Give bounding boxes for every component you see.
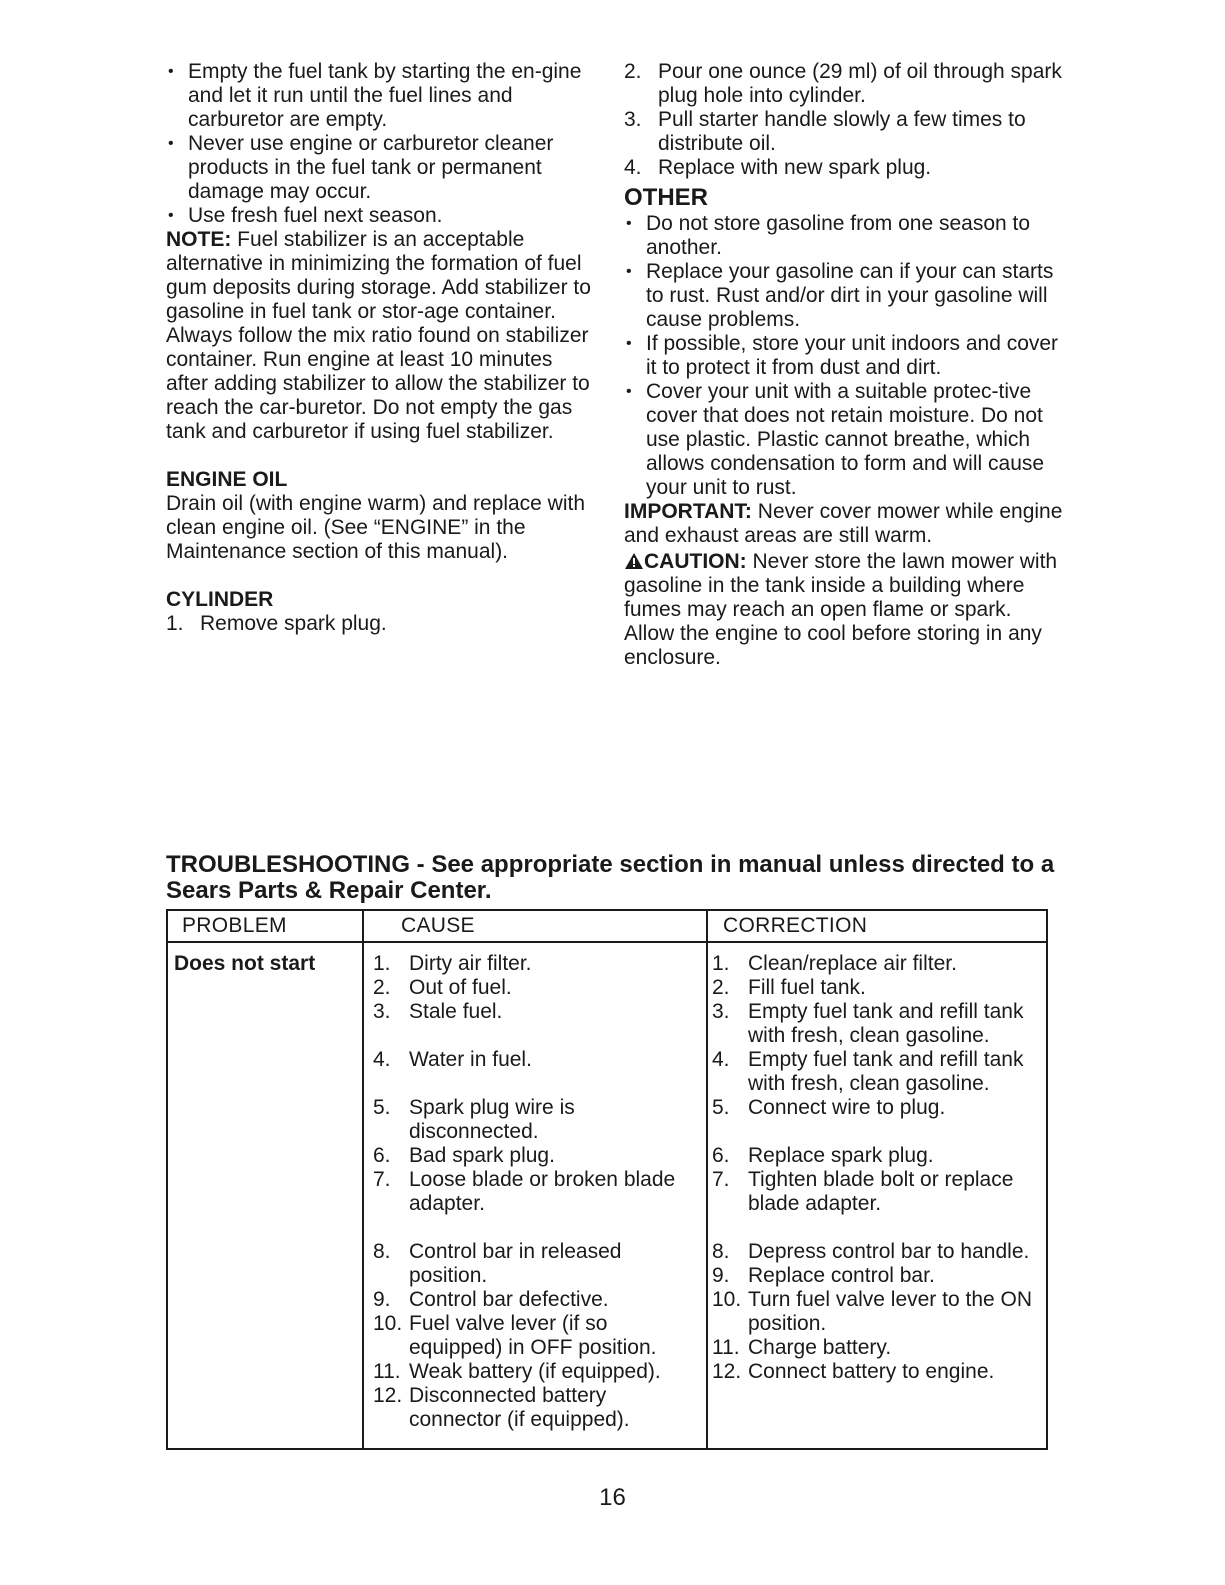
warning-triangle-icon: [624, 552, 644, 570]
step-number: 3.: [624, 108, 642, 131]
right-column: [624, 60, 1064, 670]
header-divider: [168, 941, 1046, 943]
correction-number: 9.: [712, 1264, 730, 1287]
cause-text: Water in fuel.: [409, 1048, 532, 1071]
header-problem: PROBLEM: [182, 914, 287, 937]
table-row: [712, 1336, 1052, 1360]
correction-text: Empty fuel tank and refill tank with fresh, clean gasoline.: [748, 1048, 1024, 1095]
table-row: [712, 1264, 1052, 1288]
correction-text: Charge battery.: [748, 1336, 892, 1359]
table-row: [373, 1360, 703, 1384]
cause-text: Control bar in released position.: [409, 1240, 622, 1287]
cause-text: Weak battery (if equipped).: [409, 1360, 661, 1383]
cause-text: Control bar defective.: [409, 1288, 609, 1311]
table-row: [712, 1000, 1052, 1048]
cylinder-steps-left: [166, 612, 596, 636]
correction-text: Connect wire to plug.: [748, 1096, 946, 1119]
cause-list: [373, 952, 703, 1432]
correction-text: Clean/replace air filter.: [748, 952, 957, 975]
note-text: Fuel stabilizer is an acceptable alternative in minimizing the formation of fuel gum deposits during storage. Add stabilizer to gasoline in fuel tank or stor-age container. Always follow the mix ratio found on stabilizer container. Run engine at least 10 minutes after adding stabilizer to allow the stabilizer to reach the car-buretor. Do not empty the gas tank and carburetor if using fuel stabilizer.: [166, 228, 591, 443]
correction-number: 4.: [712, 1048, 730, 1071]
troubleshooting-table: [166, 909, 1048, 1450]
cause-number: 6.: [373, 1144, 391, 1167]
cause-text: Dirty air filter.: [409, 952, 532, 975]
correction-number: 12.: [712, 1360, 742, 1383]
important-text: Never cover mower while engine and exhaust areas are still warm.: [624, 500, 1063, 547]
cause-text: Spark plug wire is disconnected.: [409, 1096, 575, 1143]
caution-paragraph: [624, 550, 1064, 670]
correction-list: [712, 952, 1052, 1384]
problem-cell: Does not start: [174, 952, 316, 975]
engine-oil-heading: ENGINE OIL: [166, 468, 288, 491]
left-column: [166, 60, 596, 636]
table-row: [712, 1288, 1052, 1336]
other-bullet-list: [624, 212, 1064, 500]
cause-number: 4.: [373, 1048, 391, 1071]
cause-number: 11.: [373, 1360, 401, 1383]
correction-number: 11.: [712, 1336, 740, 1359]
table-row: [712, 976, 1052, 1000]
table-row: [373, 1168, 703, 1216]
list-item: • Replace your gasoline can if your can starts to rust. Rust and/or dirt in your gasoline will cause problems.: [624, 260, 1064, 332]
cause-number: 2.: [373, 976, 391, 999]
table-row: [373, 1144, 703, 1168]
correction-number: 5.: [712, 1096, 730, 1119]
engine-oil-text: Drain oil (with engine warm) and replace with clean engine oil. (See “ENGINE” in the Maintenance section of this manual).: [166, 492, 586, 563]
cause-number: 3.: [373, 1000, 391, 1023]
table-row: [373, 1288, 703, 1312]
table-row: [373, 952, 703, 976]
table-row: [712, 1240, 1052, 1264]
page-number: 16: [599, 1484, 626, 1511]
cause-text: Loose blade or broken blade adapter.: [409, 1168, 676, 1215]
table-row: [373, 1096, 703, 1144]
step-number: 4.: [624, 156, 642, 179]
correction-text: Turn fuel valve lever to the ON position.: [748, 1288, 1033, 1335]
table-row: [373, 976, 703, 1000]
list-item: • Cover your unit with a suitable protec-tive cover that does not retain moisture. Do not use plastic. Plastic cannot breathe, which allows condensation to form and will cause your unit to rust.: [624, 380, 1064, 500]
important-label: IMPORTANT:: [624, 500, 752, 523]
correction-text: Connect battery to engine.: [748, 1360, 995, 1383]
list-item: [624, 60, 1064, 108]
cause-number: 10.: [373, 1312, 403, 1335]
list-item: • Never use engine or carburetor cleaner products in the fuel tank or permanent damage may occur.: [166, 132, 596, 204]
caution-label: CAUTION:: [644, 550, 747, 573]
cause-number: 8.: [373, 1240, 391, 1263]
step-text: Pour one ounce (29 ml) of oil through spark plug hole into cylinder.: [658, 60, 1062, 107]
table-row: [373, 1000, 703, 1024]
step-text: Replace with new spark plug.: [658, 156, 932, 179]
cause-number: 9.: [373, 1288, 391, 1311]
cause-number: 5.: [373, 1096, 391, 1119]
header-cause: CAUSE: [401, 914, 475, 937]
list-item: • If possible, store your unit indoors and cover it to protect it from dust and dirt.: [624, 332, 1064, 380]
cause-number: 12.: [373, 1384, 403, 1407]
list-item: [166, 612, 596, 636]
list-item: [624, 156, 1064, 180]
correction-text: Empty fuel tank and refill tank with fresh, clean gasoline.: [748, 1000, 1024, 1047]
correction-number: 8.: [712, 1240, 730, 1263]
correction-text: Replace control bar.: [748, 1264, 935, 1287]
cause-text: Fuel valve lever (if so equipped) in OFF position.: [409, 1312, 657, 1359]
important-paragraph: [624, 500, 1064, 548]
step-number: 1.: [166, 612, 184, 635]
cause-text: Disconnected battery connector (if equipped).: [409, 1384, 630, 1431]
table-row: [712, 1168, 1052, 1216]
correction-text: Fill fuel tank.: [748, 976, 866, 999]
correction-text: Depress control bar to handle.: [748, 1240, 1030, 1263]
troubleshooting-title: TROUBLESHOOTING - See appropriate section in manual unless directed to a Sears Parts & Repair Center.: [166, 851, 1055, 904]
list-item: • Do not store gasoline from one season to another.: [624, 212, 1064, 260]
correction-number: 6.: [712, 1144, 730, 1167]
correction-text: Tighten blade bolt or replace blade adapter.: [748, 1168, 1014, 1215]
cylinder-steps-right: [624, 60, 1064, 180]
correction-number: 1.: [712, 952, 730, 975]
table-row: [373, 1312, 703, 1360]
table-row: [373, 1384, 703, 1432]
note-label: NOTE:: [166, 228, 232, 251]
step-number: 2.: [624, 60, 642, 83]
other-heading: OTHER: [624, 184, 708, 211]
cause-text: Bad spark plug.: [409, 1144, 555, 1167]
note-paragraph: [166, 228, 596, 444]
table-row: [712, 1360, 1052, 1384]
column-divider: [706, 911, 708, 1448]
table-row: [712, 952, 1052, 976]
correction-number: 2.: [712, 976, 730, 999]
list-item: • Empty the fuel tank by starting the en-gine and let it run until the fuel lines and carburetor are empty.: [166, 60, 596, 132]
correction-number: 3.: [712, 1000, 730, 1023]
header-correction: CORRECTION: [723, 914, 868, 937]
caution-text: Never store the lawn mower with gasoline in the tank inside a building where fumes may reach an open flame or spark. Allow the engine to cool before storing in any enclosure.: [624, 550, 1058, 669]
cause-number: 7.: [373, 1168, 391, 1191]
table-row: [712, 1096, 1052, 1120]
list-item: • Use fresh fuel next season.: [166, 204, 596, 228]
table-row: [373, 1240, 703, 1288]
cylinder-heading: CYLINDER: [166, 588, 274, 611]
cause-text: Out of fuel.: [409, 976, 512, 999]
correction-text: Replace spark plug.: [748, 1144, 934, 1167]
correction-number: 10.: [712, 1288, 742, 1311]
step-text: Remove spark plug.: [200, 612, 387, 635]
column-divider: [362, 911, 364, 1448]
fuel-bullet-list: [166, 60, 596, 228]
table-row: [712, 1048, 1052, 1096]
table-row: [712, 1144, 1052, 1168]
list-item: [624, 108, 1064, 156]
cause-text: Stale fuel.: [409, 1000, 503, 1023]
step-text: Pull starter handle slowly a few times to distribute oil.: [658, 108, 1026, 155]
cause-number: 1.: [373, 952, 391, 975]
correction-number: 7.: [712, 1168, 730, 1191]
table-row: [373, 1048, 703, 1072]
